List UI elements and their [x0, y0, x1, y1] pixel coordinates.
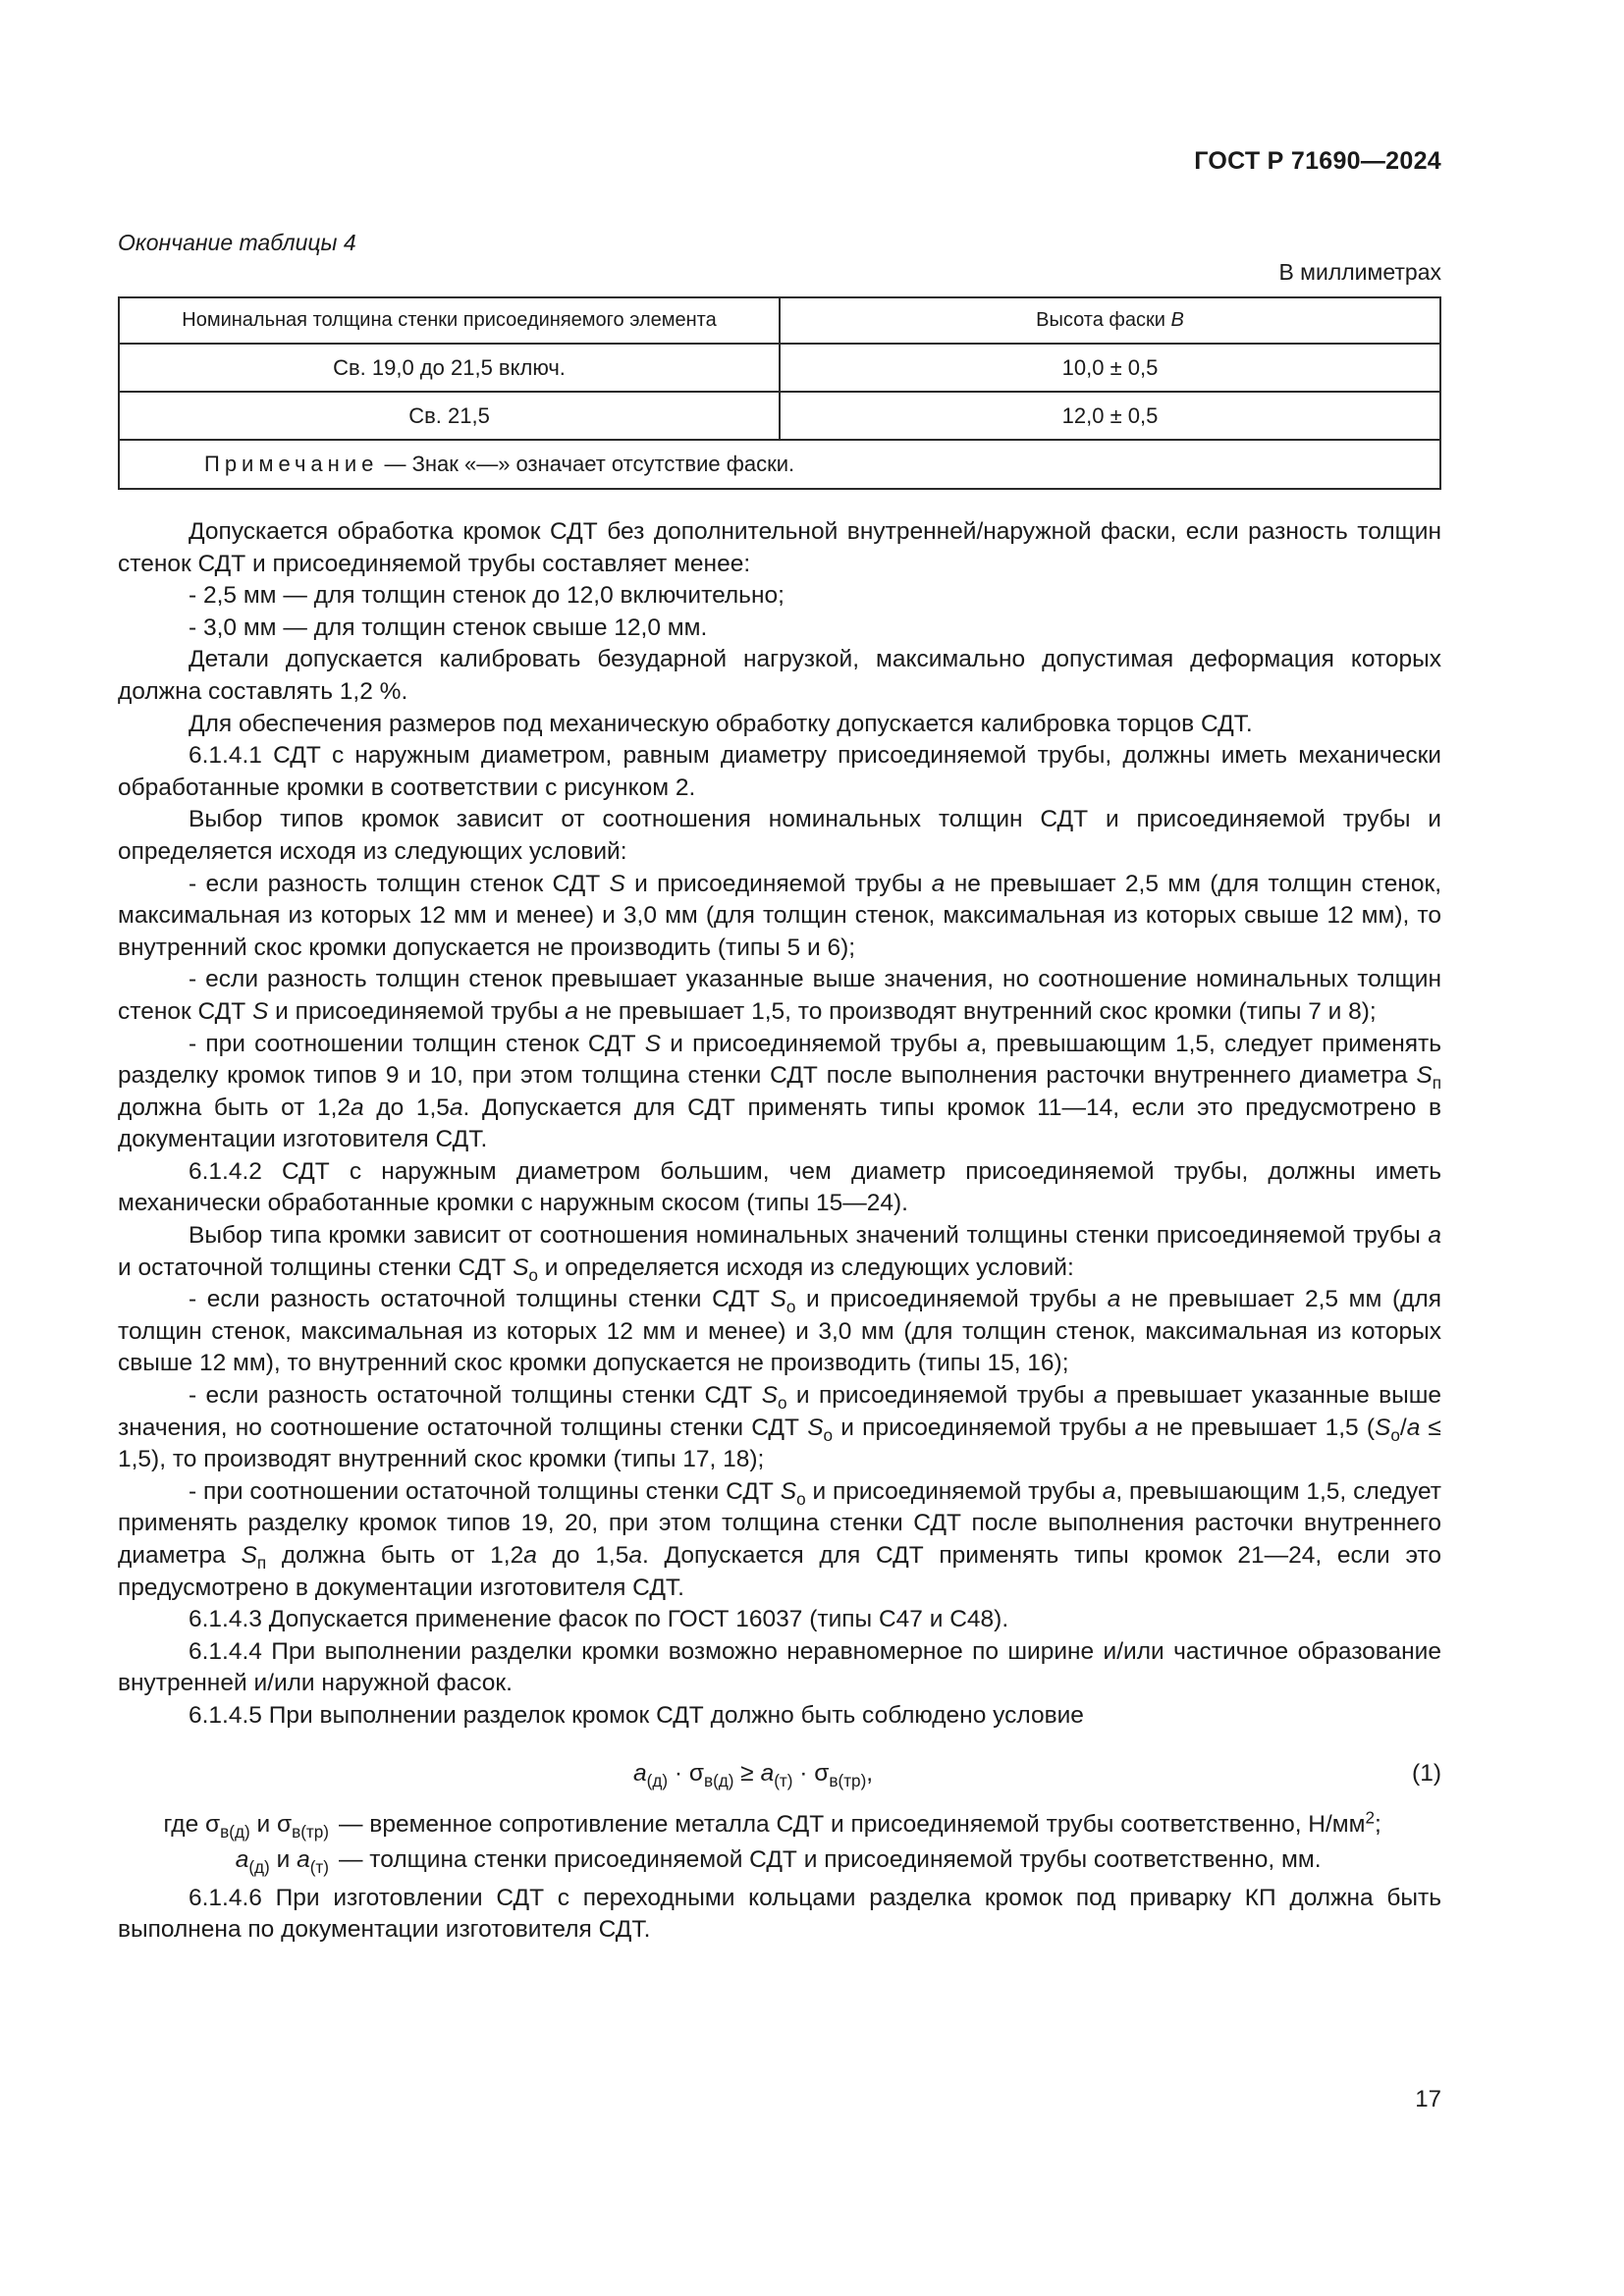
list-item: - 2,5 мм — для толщин стенок до 12,0 включительно; — [189, 582, 785, 610]
page-number: 17 — [1415, 2086, 1441, 2112]
clause-6-1-4-6: 6.1.4.6 При изготовлении СДТ с переходными кольцами разделка кромок под приварку КП должна быть выполнена по документации изготовителя СДТ. — [118, 1884, 1441, 1944]
list-item: - если разность остаточной толщины стенки СДТ $S_о$ и присоединяемой трубы а превышает указанные выше значения, но соотношение остаточной толщины стенки СДТ $S_о$ и присоединяемой трубы а не превышает 1,5 $(S_о/а \le 1,5)$, то производят внутренний скос кромки (типы 17, 18); — [118, 1382, 1442, 1473]
document-body — [118, 516, 1441, 1947]
table-header-height: Высота фаски B — [780, 297, 1440, 344]
formula-expression: $а_{(д)} \cdot \sigma_{в(д)} \ge а_{(т)} \cdot \sigma_{в(тр)}$, — [633, 1759, 874, 1790]
table-header-row — [119, 297, 1440, 344]
paragraph: Выбор типов кромок зависит от соотношения номинальных толщин СДТ и присоединяемой трубы и определяется исходя из следующих условий: — [118, 806, 1441, 865]
clause-6-1-4-2: 6.1.4.2 СДТ с наружным диаметром большим, чем диаметр присоединяемой трубы, должны иметь механически обработанные кромки с наружным скосом (типы 15—24). — [118, 1157, 1441, 1217]
list-item: - при соотношении толщин стенок СДТ S и присоединяемой трубы а, превышающим 1,5, следует применять разделку кромок типов 9 и 10, при этом толщина стенки СДТ после выполнения расточки внутреннего диаметра $S_п$ должна быть от 1,2а до 1,5а. Допускается для СДТ применять типы кромок 11—14, если это предусмотрено в документации изготовителя СДТ. — [118, 1030, 1442, 1153]
symbol-B: B — [1170, 309, 1184, 331]
table-row — [119, 344, 1440, 392]
clause-6-1-4-5: 6.1.4.5 При выполнении разделок кромок СДТ должно быть соблюдено условие — [189, 1701, 1084, 1729]
note-label: Примечание — [204, 452, 379, 476]
table-row — [119, 392, 1440, 440]
paragraph: Допускается обработка кромок СДТ без дополнительной внутренней/наружной фаски, если разность толщин стенок СДТ и присоединяемой трубы составляет менее: — [118, 518, 1441, 577]
table-cell-height: 10,0 ± 0,5 — [780, 344, 1440, 392]
clause-6-1-4-3: 6.1.4.3 Допускается применение фасок по ГОСТ 16037 (типы С47 и С48). — [189, 1606, 1009, 1633]
table-cell-height: 12,0 ± 0,5 — [780, 392, 1440, 440]
chamfer-table — [118, 296, 1441, 490]
formula-legend-item: где $\sigma_{в(д)}$ и $\sigma_{в(тр)}$ — временное сопротивление металла СДТ и присоединяемой трубы соответственно, $Н/мм^2$; — [163, 1807, 1381, 1842]
table-cell-thickness: Св. 21,5 — [119, 392, 780, 440]
table-note — [119, 440, 1440, 489]
note-text: — Знак «—» означает отсутствие фаски. — [378, 452, 795, 476]
table-continuation-caption: Окончание таблицы 4 — [118, 230, 356, 255]
list-item: - если разность остаточной толщины стенки СДТ $S_о$ и присоединяемой трубы а не превышает 2,5 мм (для толщин стенок, максимальная из которых 12 мм и менее) и 3,0 мм (для толщин стенок, максимальная из которых свыше 12 мм), то внутренний скос кромки допускается не производить (типы 15, 16); — [118, 1286, 1441, 1377]
clause-6-1-4-1: 6.1.4.1 СДТ с наружным диаметром, равным диаметру присоединяемой трубы, должны иметь механически обработанные кромки в соответствии с рисунком 2. — [118, 742, 1441, 801]
list-item: - при соотношении остаточной толщины стенки СДТ $S_о$ и присоединяемой трубы а, превышающим 1,5, следует применять разделку кромок типов 19, 20, при этом толщина стенки СДТ после выполнения расточки внутреннего диаметра $S_п$ должна быть от 1,2а до 1,5а. Допускается для СДТ применять типы кромок 21—24, если это предусмотрено в документации изготовителя СДТ. — [118, 1477, 1442, 1601]
table-note-row — [119, 440, 1440, 489]
formula-legend-item: $а_{(д)}$ и $а_{(т)}$ — толщина стенки присоединяемой СДТ и присоединяемой трубы соответственно, мм. — [235, 1846, 1322, 1878]
table-cell-thickness: Св. 19,0 до 21,5 включ. — [119, 344, 780, 392]
table-units: В миллиметрах — [1278, 259, 1441, 285]
table-header-thickness: Номинальная толщина стенки присоединяемого элемента — [119, 297, 780, 344]
clause-6-1-4-4: 6.1.4.4 При выполнении разделки кромки возможно неравномерное по ширине и/или частичное образование внутренней и/или наружной фасок. — [118, 1637, 1441, 1697]
list-item: - 3,0 мм — для толщин стенок свыше 12,0 мм. — [189, 614, 708, 641]
standard-id: ГОСТ Р 71690—2024 — [1194, 147, 1441, 175]
formula-1 — [118, 1733, 1441, 1809]
paragraph: Детали допускается калибровать безударной нагрузкой, максимально допустимая деформация которых должна составлять 1,2 %. — [118, 646, 1441, 705]
paragraph: Для обеспечения размеров под механическую обработку допускается калибровка торцов СДТ. — [189, 710, 1253, 737]
list-item: - если разность толщин стенок СДТ S и присоединяемой трубы а не превышает 2,5 мм (для толщин стенок, максимальная из которых 12 мм и менее) и 3,0 мм (для толщин стенок, максимальная из которых свыше 12 мм), то внутренний скос кромки допускается не производить (типы 5 и 6); — [118, 870, 1442, 961]
paragraph: Выбор типа кромки зависит от соотношения номинальных значений толщины стенки присоединяемой трубы а и остаточной толщины стенки СДТ $S_о$ и определяется исходя из следующих условий: — [118, 1222, 1441, 1285]
formula-number: (1) — [1412, 1759, 1441, 1787]
list-item: - если разность толщин стенок превышает указанные выше значения, но соотношение номинальных толщин стенок СДТ S и присоединяемой трубы а не превышает 1,5, то производят внутренний скос кромки (типы 7 и 8); — [118, 966, 1441, 1025]
